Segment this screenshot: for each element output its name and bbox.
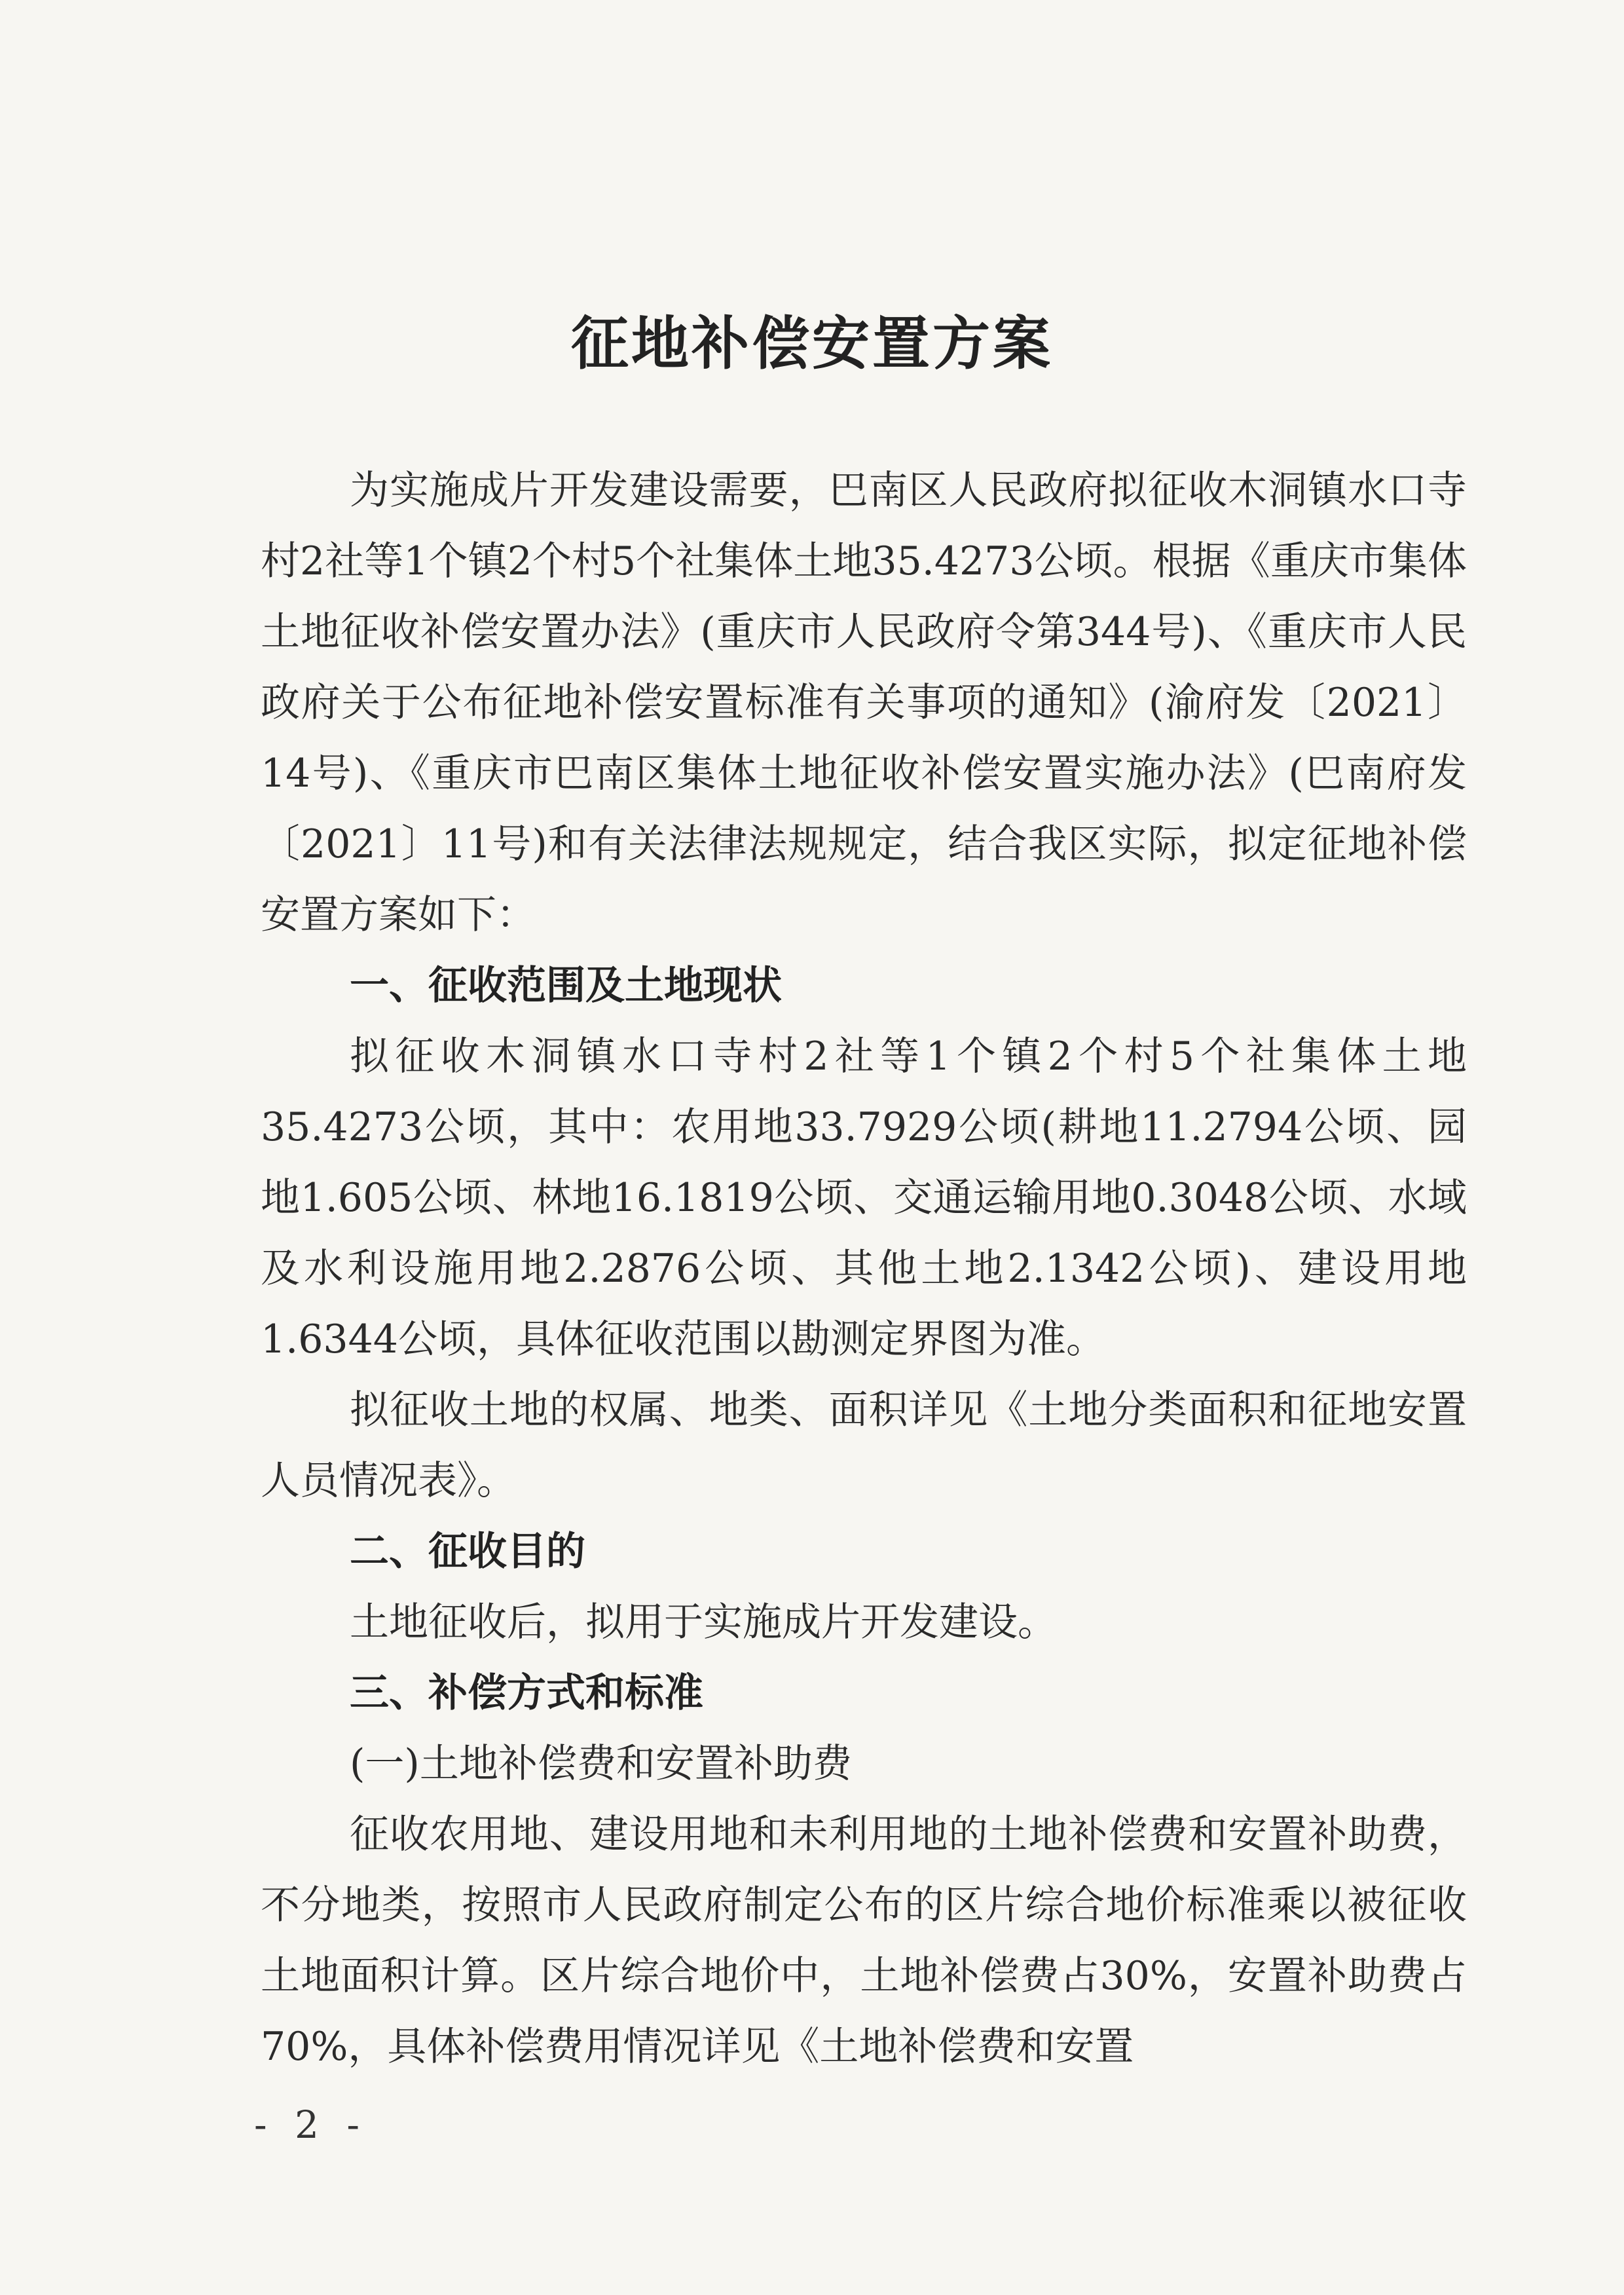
compensation-paragraph: 征收农用地、建设用地和未利用地的土地补偿费和安置补助费，不分地类，按照市人民政府制定公布的区片综合地价标准乘以被征收土地面积计算。区片综合地价中，土地补偿费占30%，安置补助费占70%，具体补偿费用情况详见《土地补偿费和安置 [261,1812,1467,2070]
section-heading-2: 二、征收目的 [350,1529,585,1575]
section-heading-1: 一、征收范围及土地现状 [350,963,782,1009]
document-title: 征地补偿安置方案 [570,310,1053,377]
page-number: - 2 - [254,2102,367,2147]
ownership-paragraph: 拟征收土地的权属、地类、面积详见《土地分类面积和征地安置人员情况表》。 [261,1387,1467,1504]
subsection-heading-1: (一)土地补偿费和安置补助费 [350,1741,852,1787]
scope-paragraph: 拟征收木洞镇水口寺村2社等1个镇2个村5个社集体土地35.4273公顷，其中：农用地33.7929公顷(耕地11.2794公顷、园地1.605公顷、林地16.1819公顷、交通运输用地0.3048公顷、水域及水利设施用地2.2876公顷、其他土地2.1342公顷)、建设用地1.6344公顷，具体征收范围以勘测定界图为准。 [261,1034,1467,1362]
purpose-paragraph: 土地征收后，拟用于实施成片开发建设。 [350,1599,1057,1645]
section-heading-3: 三、补偿方式和标准 [350,1670,703,1716]
document-body [261,455,1467,2082]
intro-paragraph: 为实施成片开发建设需要，巴南区人民政府拟征收木洞镇水口寺村2社等1个镇2个村5个社集体土地35.4273公顷。根据《重庆市集体土地征收补偿安置办法》(重庆市人民政府令第344号)、《重庆市人民政府关于公布征地补偿安置标准有关事项的通知》(渝府发〔2021〕14号)、《重庆市巴南区集体土地征收补偿安置实施办法》(巴南府发〔2021〕11号)和有关法律法规规定，结合我区实际，拟定征地补偿安置方案如下： [261,468,1467,938]
